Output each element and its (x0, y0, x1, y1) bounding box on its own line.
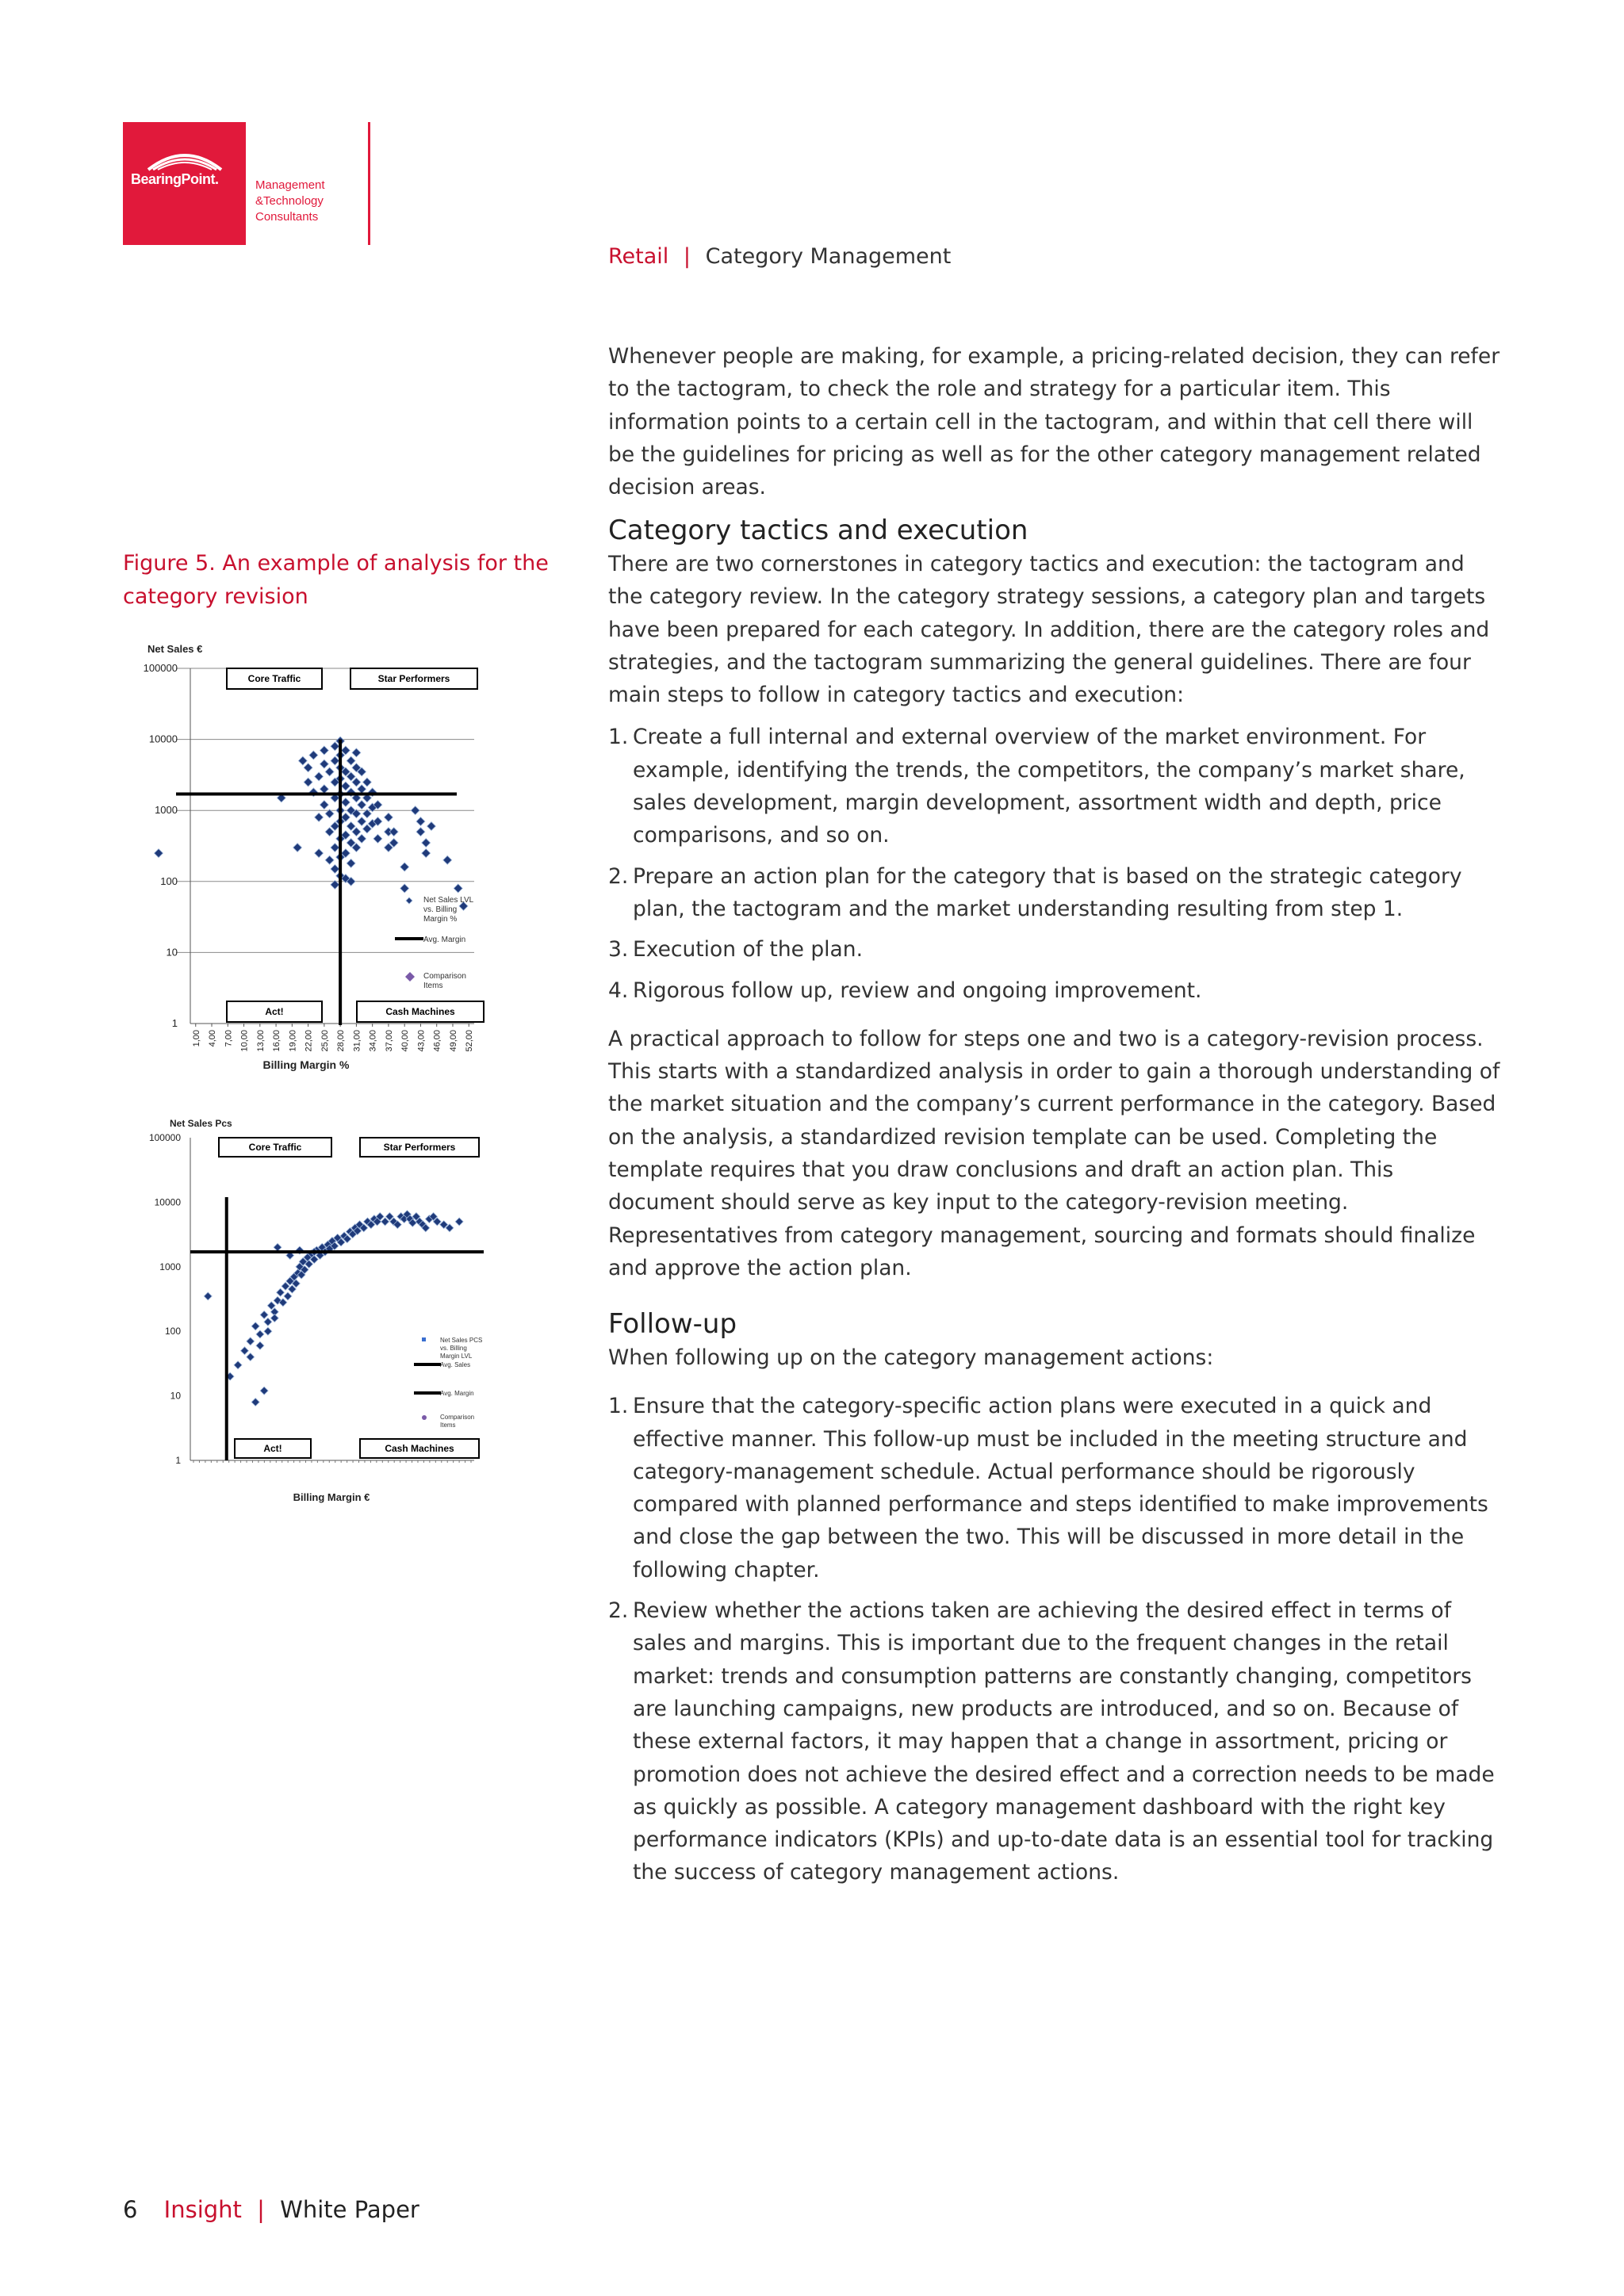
x-tick-label: 25,00 (320, 1030, 330, 1052)
data-point (358, 785, 366, 794)
data-point (341, 798, 350, 806)
intro-paragraph: Whenever people are making, for example, a pricing-related decision, they can refer to the tactogram, to check the role and strategy for a particular item. This information points to a certain cell in the tactogram, and within that cell there will be the guidelines for pricing as well as for the other category management related decision areas. (608, 344, 1500, 500)
data-point (362, 778, 371, 786)
data-point (260, 1311, 268, 1318)
data-point (427, 822, 435, 831)
x-tick-label: 52,00 (465, 1030, 475, 1052)
header-title: Category Management (705, 244, 952, 269)
quadrant-label: Star Performers (383, 1142, 456, 1153)
x-tick-label: 1,00 (191, 1030, 201, 1047)
x-tick-label: 37,00 (384, 1030, 394, 1052)
data-point (358, 801, 366, 809)
chart-ylabel: Net Sales Pcs (170, 1118, 232, 1129)
logo-tagline-line: &Technology (255, 194, 324, 208)
chart-xlabel: Billing Margin % (262, 1058, 350, 1071)
steps-list (608, 1390, 1504, 1888)
data-point (315, 772, 324, 781)
footer-label: White Paper (280, 2196, 419, 2223)
list-item (608, 721, 1504, 851)
legend-marker (422, 1337, 426, 1341)
data-point (422, 839, 431, 848)
header-separator: | (683, 244, 691, 269)
data-point (341, 782, 350, 790)
x-tick-label: 49,00 (448, 1030, 458, 1052)
y-tick-label: 100 (160, 874, 178, 887)
list-text: Execution of the plan. (633, 937, 863, 962)
list-number: 3. (608, 937, 629, 962)
data-point (204, 1292, 212, 1300)
data-point (325, 855, 334, 864)
list-text: Review whether the actions taken are achieving the desired effect in terms of sales and margins. This is important due to the frequent changes in the retail market: trends and consumption patterns are constantly changing, competitors are launching campaigns, new products are introduced, and so on. Because of these external factors, it may happen that a change in assortment, pricing or promotion does not achieve the desired effect and a correction needs to be made as quickly as possible. A category management dashboard with the right key performance indicators (KPIs) and up-to-date data is an essential tool for tracking the success of category management actions. (633, 1598, 1495, 1885)
y-tick-label: 10000 (148, 733, 178, 745)
data-point (358, 834, 366, 843)
page-footer (123, 2196, 419, 2223)
section-heading: Category tactics and execution (608, 515, 1028, 546)
quadrant-label: Cash Machines (385, 1006, 455, 1017)
x-tick-label: 19,00 (288, 1030, 298, 1052)
data-point (411, 806, 419, 815)
footer-separator: | (257, 2196, 265, 2223)
data-point (384, 813, 393, 821)
data-point (352, 748, 361, 757)
x-tick-label: 4,00 (208, 1030, 218, 1047)
x-tick-label: 16,00 (272, 1030, 282, 1052)
data-point (320, 785, 328, 794)
list-item (608, 974, 1504, 1007)
data-point (315, 849, 324, 858)
section-paragraph: There are two cornerstones in category tactics and execution: the tactogram and the category review. In the category strategy sessions, a category plan and targets have been prepared for each category. In addition, there are the category roles and strategies, and the tactogram summarizing the general guidelines. There are four main steps to follow in category tactics and execution: (608, 552, 1490, 708)
y-tick-label: 1 (171, 1017, 178, 1029)
y-tick-label: 10 (170, 1390, 181, 1402)
legend-marker (422, 1415, 427, 1420)
logo-tagline (255, 178, 325, 225)
y-tick-label: 10000 (154, 1196, 181, 1208)
data-point (304, 778, 312, 786)
logo-tagline-line: Management (255, 178, 325, 192)
y-tick-label: 1000 (159, 1261, 181, 1272)
section-heading: Follow-up (608, 1308, 737, 1340)
data-point (347, 859, 355, 867)
x-tick-label: 22,00 (304, 1030, 314, 1052)
x-tick-label: 7,00 (224, 1030, 234, 1047)
legend-marker (406, 897, 412, 904)
data-point (284, 1292, 292, 1300)
data-point (358, 817, 366, 826)
data-point (454, 884, 462, 893)
x-tick-label: 10,00 (239, 1030, 250, 1052)
data-point (240, 1347, 248, 1355)
y-tick-label: 10 (166, 946, 178, 959)
logo-divider (368, 122, 370, 245)
chart-xlabel: Billing Margin € (293, 1491, 370, 1503)
list-number: 2. (608, 863, 629, 889)
data-point (347, 756, 355, 765)
x-tick-label: 40,00 (400, 1030, 411, 1052)
x-tick-label: 13,00 (255, 1030, 266, 1052)
quadrant-label: Core Traffic (248, 1142, 302, 1153)
data-point (293, 844, 302, 852)
data-point (247, 1353, 255, 1361)
page-number: 6 (123, 2196, 138, 2223)
quadrant-label: Cash Machines (385, 1443, 454, 1454)
logo-arc-icon (145, 146, 224, 171)
list-item (608, 860, 1504, 926)
section-paragraph: When following up on the category management actions: (608, 1345, 1214, 1370)
list-number: 1. (608, 1394, 629, 1419)
data-point (234, 1361, 242, 1369)
chart-net-sales-vs-margin-pct (143, 638, 508, 1078)
y-tick-label: 100 (164, 1326, 181, 1337)
data-point (331, 865, 339, 874)
list-number: 4. (608, 978, 629, 1003)
quadrant-label: Act! (265, 1006, 284, 1017)
data-point (352, 828, 361, 836)
legend-label: Comparison Items (423, 972, 466, 990)
legend-label: Net Sales PCS vs. Billing Margin LVL (440, 1337, 483, 1360)
data-point (247, 1337, 255, 1345)
data-point (352, 778, 361, 786)
data-point (331, 844, 339, 852)
x-tick-label: 31,00 (352, 1030, 362, 1052)
x-tick-label: 34,00 (368, 1030, 378, 1052)
legend-label: Comparison Items (440, 1414, 475, 1429)
data-point (277, 1288, 285, 1296)
data-point (331, 756, 339, 765)
data-point (260, 1387, 268, 1395)
list-text: Ensure that the category-specific action plans were executed in a quick and effective manner. This follow-up must be included in the meeting structure and category-management schedule. Actual performance should be rigorously compared with planned performance and steps identified to make improvements and close the gap between the two. This will be discussed in more detail in the following chapter. (633, 1394, 1488, 1582)
legend-label: Avg. Sales (440, 1361, 471, 1368)
y-tick-label: 100000 (148, 1132, 181, 1143)
data-point (270, 1314, 278, 1322)
section-paragraph-2: A practical approach to follow for steps one and two is a category-revision process. This starts with a standardized analysis in order to gain a thorough understanding of the market situation and the company’s current performance in the category. Based on the analysis, a standardized revision template can be used. Completing the template requires that you draw conclusions and draft an action plan. This document should serve as key input to the category-revision meeting. Representatives from category management, sourcing and formats should finalize and approve the action plan. (608, 1026, 1500, 1280)
y-tick-label: 1 (175, 1455, 181, 1466)
list-text: Prepare an action plan for the category that is based on the strategic category plan, the tactogram and the market understanding resulting from step 1. (633, 863, 1462, 921)
data-point (389, 828, 398, 836)
data-point (416, 817, 425, 826)
list-text: Create a full internal and external overview of the market environment. For example, identifying the trends, the competitors, the company’s market share, sales development, margin development, assortment width and depth, price comparisons, and so on. (633, 725, 1465, 848)
data-point (373, 834, 382, 843)
data-point (416, 828, 425, 836)
data-point (347, 822, 355, 831)
section-followup (608, 1307, 1504, 1889)
data-point (264, 1327, 272, 1335)
header-section: Retail (608, 244, 669, 269)
list-number: 1. (608, 725, 629, 750)
logo-brand-name: BearingPoint. (131, 171, 219, 187)
data-point (320, 746, 328, 755)
data-point (274, 1243, 282, 1251)
page-header (608, 244, 951, 269)
list-text: Rigorous follow up, review and ongoing improvement. (633, 978, 1202, 1003)
data-point (422, 849, 431, 858)
data-point (309, 751, 318, 760)
data-point (155, 849, 163, 858)
data-point (256, 1330, 264, 1338)
chart-net-sales-pcs-vs-margin-eur (143, 1114, 508, 1514)
data-point (325, 828, 334, 836)
data-point (298, 756, 307, 765)
data-point (455, 1218, 463, 1226)
quadrant-label: Act! (263, 1443, 282, 1454)
quadrant-label: Core Traffic (247, 673, 301, 684)
x-tick-label: 43,00 (416, 1030, 427, 1052)
list-item (608, 1594, 1504, 1889)
legend-label: Net Sales LVL vs. Billing Margin % (423, 896, 474, 924)
data-point (400, 863, 409, 871)
legend-label: Avg. Margin (423, 936, 466, 944)
data-point (443, 855, 452, 864)
data-point (315, 813, 324, 821)
data-point (251, 1398, 259, 1406)
list-item (608, 1390, 1504, 1586)
y-tick-label: 1000 (155, 804, 178, 817)
footer-insight: Insight (163, 2196, 242, 2223)
section-tactics (608, 513, 1504, 1284)
intro-block (608, 340, 1504, 503)
logo-tagline-line: Consultants (255, 210, 319, 224)
chart-ylabel: Net Sales € (147, 643, 203, 655)
data-point (304, 763, 312, 772)
data-point (325, 767, 334, 776)
bearingpoint-logo (123, 122, 246, 245)
data-point (251, 1322, 259, 1330)
data-point (320, 760, 328, 768)
figure-caption: Figure 5. An example of analysis for the category revision (123, 551, 549, 609)
data-point (320, 801, 328, 809)
legend-label: Avg. Margin (440, 1390, 474, 1397)
data-point (400, 884, 409, 893)
data-point (264, 1318, 272, 1326)
list-number: 2. (608, 1598, 629, 1624)
x-tick-label: 46,00 (432, 1030, 442, 1052)
legend-marker (405, 972, 415, 982)
list-item (608, 933, 1504, 966)
quadrant-label: Star Performers (377, 673, 450, 684)
steps-list (608, 721, 1504, 1006)
y-tick-label: 100000 (143, 662, 178, 674)
x-tick-label: 28,00 (336, 1030, 347, 1052)
data-point (256, 1341, 264, 1349)
